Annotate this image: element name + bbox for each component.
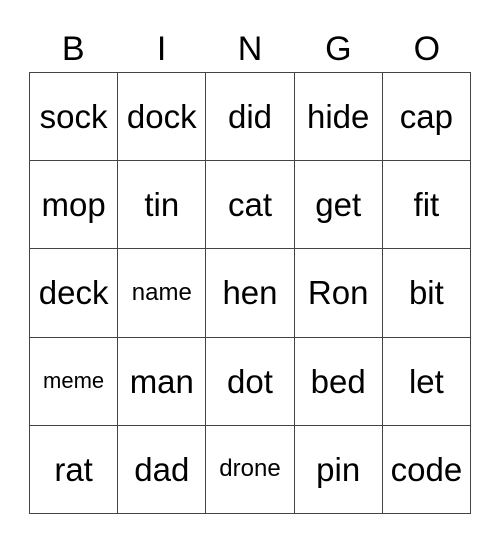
bingo-cell[interactable]: name xyxy=(118,249,206,337)
bingo-cell[interactable]: deck xyxy=(30,249,118,337)
bingo-cell[interactable]: drone xyxy=(206,426,294,514)
bingo-cell[interactable]: Ron xyxy=(295,249,383,337)
bingo-cell[interactable]: code xyxy=(383,426,471,514)
bingo-cell[interactable]: mop xyxy=(30,161,118,249)
bingo-cell[interactable]: rat xyxy=(30,426,118,514)
bingo-cell[interactable]: man xyxy=(118,338,206,426)
bingo-card-grid xyxy=(29,72,471,514)
bingo-cell[interactable]: cat xyxy=(206,161,294,249)
header-letter-n: N xyxy=(237,30,263,68)
header-letter-b: B xyxy=(61,30,85,68)
bingo-cell[interactable]: hide xyxy=(295,73,383,161)
bingo-cell[interactable]: did xyxy=(206,73,294,161)
bingo-cell[interactable]: tin xyxy=(118,161,206,249)
header-letter-o: O xyxy=(413,30,441,68)
bingo-cell[interactable]: dock xyxy=(118,73,206,161)
bingo-cell[interactable]: bed xyxy=(295,338,383,426)
bingo-cell[interactable]: dad xyxy=(118,426,206,514)
header-letter-i: I xyxy=(156,30,167,68)
header-letter-g: G xyxy=(325,30,352,68)
bingo-cell[interactable]: hen xyxy=(206,249,294,337)
bingo-cell[interactable]: cap xyxy=(383,73,471,161)
bingo-cell[interactable]: dot xyxy=(206,338,294,426)
bingo-cell[interactable]: get xyxy=(295,161,383,249)
bingo-cell[interactable]: let xyxy=(383,338,471,426)
bingo-cell[interactable]: bit xyxy=(383,249,471,337)
bingo-cell[interactable]: fit xyxy=(383,161,471,249)
bingo-header xyxy=(29,26,471,72)
bingo-cell[interactable]: pin xyxy=(295,426,383,514)
bingo-cell[interactable]: sock xyxy=(30,73,118,161)
bingo-cell[interactable]: meme xyxy=(30,338,118,426)
